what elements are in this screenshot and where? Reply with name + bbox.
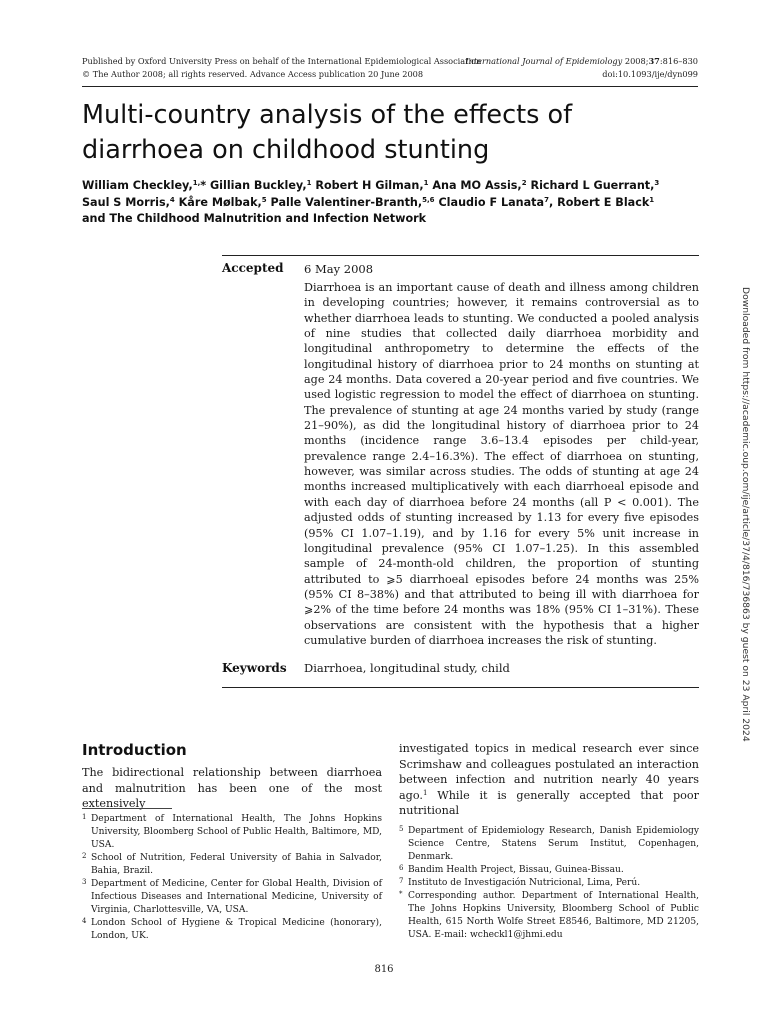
journal-pages: :816–830 [659,56,698,66]
accepted-date: 6 May 2008 [304,262,374,276]
reference-marker: 1 [422,788,428,797]
footnote [82,917,382,943]
footnote-rule-left [82,808,172,809]
author-name: Claudio F Lanata [438,195,545,209]
footnote-text: School of Nutrition, Federal University of Bahia in Salvador, Bahia, Brazil. [91,853,382,876]
footnote [399,864,699,877]
publisher-note [82,55,481,81]
download-note: Downloaded from https://academic.oup.com/ije/article/37/4/816/736863 by guest on 23 April 2024 [740,287,751,742]
abstract-top-rule [222,255,699,256]
intro-right-text: investigated topics in medical research ever since Scrimshaw and colleagues postulated an interaction between infection and nutrition nearly 40 years ago. [399,742,699,802]
footnotes-left [82,813,382,943]
intro-heading: Introduction [82,741,187,759]
footnote [399,877,699,890]
author-affiliation-marker: 5,6 [422,195,435,204]
footnote-text: Department of Epidemiology Research, Danish Epidemiology Science Centre, Statens Serum Institut, Copenhagen, Denmark. [408,826,699,862]
author-affiliation-marker: 3 [654,179,660,187]
footnote [82,852,382,878]
author-affiliation-marker: 1 [423,179,429,187]
author-name: Palle Valentiner-Branth, [270,195,423,209]
author-affiliation-marker: 5 [261,195,267,204]
intro-right-text-end: While it is generally accepted that poor nutritional [399,788,699,817]
footnote-marker: 1 [82,813,87,821]
author-name: Saul S Morris, [82,195,170,209]
abstract-bottom-rule [222,687,699,688]
footnote-marker: 7 [399,877,404,885]
journal-year: 2008; [624,56,649,66]
footnotes-right [399,825,699,942]
abstract-text: Diarrhoea is an important cause of death and illness among children in developing countries; however, it remains controversial as to whether diarrhoea leads to stunting. We conducted a pooled analysis of nine studies that collected daily diarrhoea morbidity and longitudinal anthropometry to determine the effects of the longitudinal history of diarrhoea prior to 24 months on stunting at age 24 months. Data covered a 20-year period and five countries. We used logistic regression to model the effect of diarrhoea on stunting. The prevalence of stunting at age 24 months varied by study (range 21–90%), as did the longitudinal history of diarrhoea prior to 24 months (incidence range 3.6–13.4 episodes per child-year, prevalence range 2.4–16.3%). The effect of diarrhoea on stunting, however, was similar across studies. The odds of stunting at age 24 months increased multiplicatively with each diarrhoeal episode and with each day of diarrhoea before 24 months (all P < 0.001). The adjusted odds of stunting increased by 1.13 for every five episodes (95% CI 1.07–1.19), and by 1.16 for every 5% unit increase in longitudinal prevalence (95% CI 1.07–1.25). In this assembled sample of 24-month-old children, the proportion of stunting attributed to ⩾5 diarrhoeal episodes before 24 months was 25% (95% CI 8–38%) and that attributed to being ill with diarrhoea for ⩾2% of the time before 24 months was 18% (95% CI 1–31%). These observations are consistent with the hypothesis that a higher cumulative burden of diarrhoea increases the risk of stunting. [304,281,699,647]
keywords-text: Diarrhoea, longitudinal study, child [304,661,510,675]
intro-right-column [399,741,699,819]
author-name: Robert E Black [557,195,650,209]
footnote [82,813,382,852]
footnote-text: Instituto de Investigación Nutricional, Lima, Perú. [408,878,641,888]
footnote-text: Bandim Health Project, Bissau, Guinea-Bissau. [408,865,624,875]
footnote-marker: 2 [82,852,87,860]
keywords-label: Keywords [222,661,287,675]
page-number: 816 [374,964,394,975]
footnote-marker: 3 [82,878,87,886]
footnote-marker: 5 [399,825,404,833]
article-title: Multi-country analysis of the effects of diarrhoea on childhood stunting [82,100,573,165]
footnote-marker: * [399,890,403,898]
publisher-line: Published by Oxford University Press on behalf of the International Epidemiological Association [82,56,482,66]
journal-name: International Journal of Epidemiology [465,56,623,66]
accepted-label: Accepted [222,261,284,275]
footnote-text: Department of Medicine, Center for Global Health, Division of Infectious Diseases and International Medicine, University of Virginia, Charlottesville, VA, USA. [91,879,382,915]
footnote-marker: 6 [399,864,404,872]
copyright-line: © The Author 2008; all rights reserved. Advance Access publication 20 June 2008 [82,69,424,79]
author-list: William Checkley,$^{1,}$* Gillian Buckley,$^1$ Robert H Gilman,$^1$ Ana MO Assis,$^2$ Richard L Guerrant,$^3$ Saul S Morris,$^4$ Kåre Mølbak,$^5$ Palle Valentiner-Branth,$^{5,6}$ Claudio F Lanata$^7$, Robert E Black$^1$ and The Childhood Malnutrition and Infection Network [82,179,660,225]
footnote-text: Department of International Health, The Johns Hopkins University, Bloomberg School of Public Health, Baltimore, MD, USA. [91,814,382,850]
author-name: Robert H Gilman, [315,179,424,192]
author-name: William Checkley, [82,179,193,192]
author-name: Gillian Buckley, [210,179,307,192]
footnote-text: Corresponding author. Department of International Health, The Johns Hopkins University, Bloomberg School of Public Health, 615 North Wolfe Street E8546, Baltimore, MD 21205, USA. E-mail: wcheckl1@jhmi.edu [408,891,699,940]
author-name: and The Childhood Malnutrition and Infection Network [82,212,427,225]
footnote-text: London School of Hygiene & Tropical Medicine (honorary), London, UK. [91,918,382,941]
author-name: Ana MO Assis, [432,179,522,192]
doi: doi:10.1093/ije/dyn099 [602,69,698,79]
author-name: Richard L Guerrant, [530,179,655,192]
footnote-marker: 4 [82,917,87,925]
author-affiliation-marker: 1, [192,179,201,187]
author-affiliation-marker: 2 [521,179,527,187]
footnote [399,825,699,864]
author-affiliation-marker: 1 [649,195,655,204]
author-name: Kåre Mølbak, [178,195,262,209]
footnote [82,878,382,917]
journal-citation [465,55,698,81]
header-rule [82,86,698,87]
author-affiliation-marker: 7 [544,195,549,204]
author-affiliation-marker: 1 [306,179,312,187]
author-affiliation-marker: 4 [169,195,175,204]
footnote [399,890,699,942]
journal-volume: 37 [648,56,660,66]
intro-left-column: The bidirectional relationship between diarrhoea and malnutrition has been one of the most extensively [82,766,382,810]
